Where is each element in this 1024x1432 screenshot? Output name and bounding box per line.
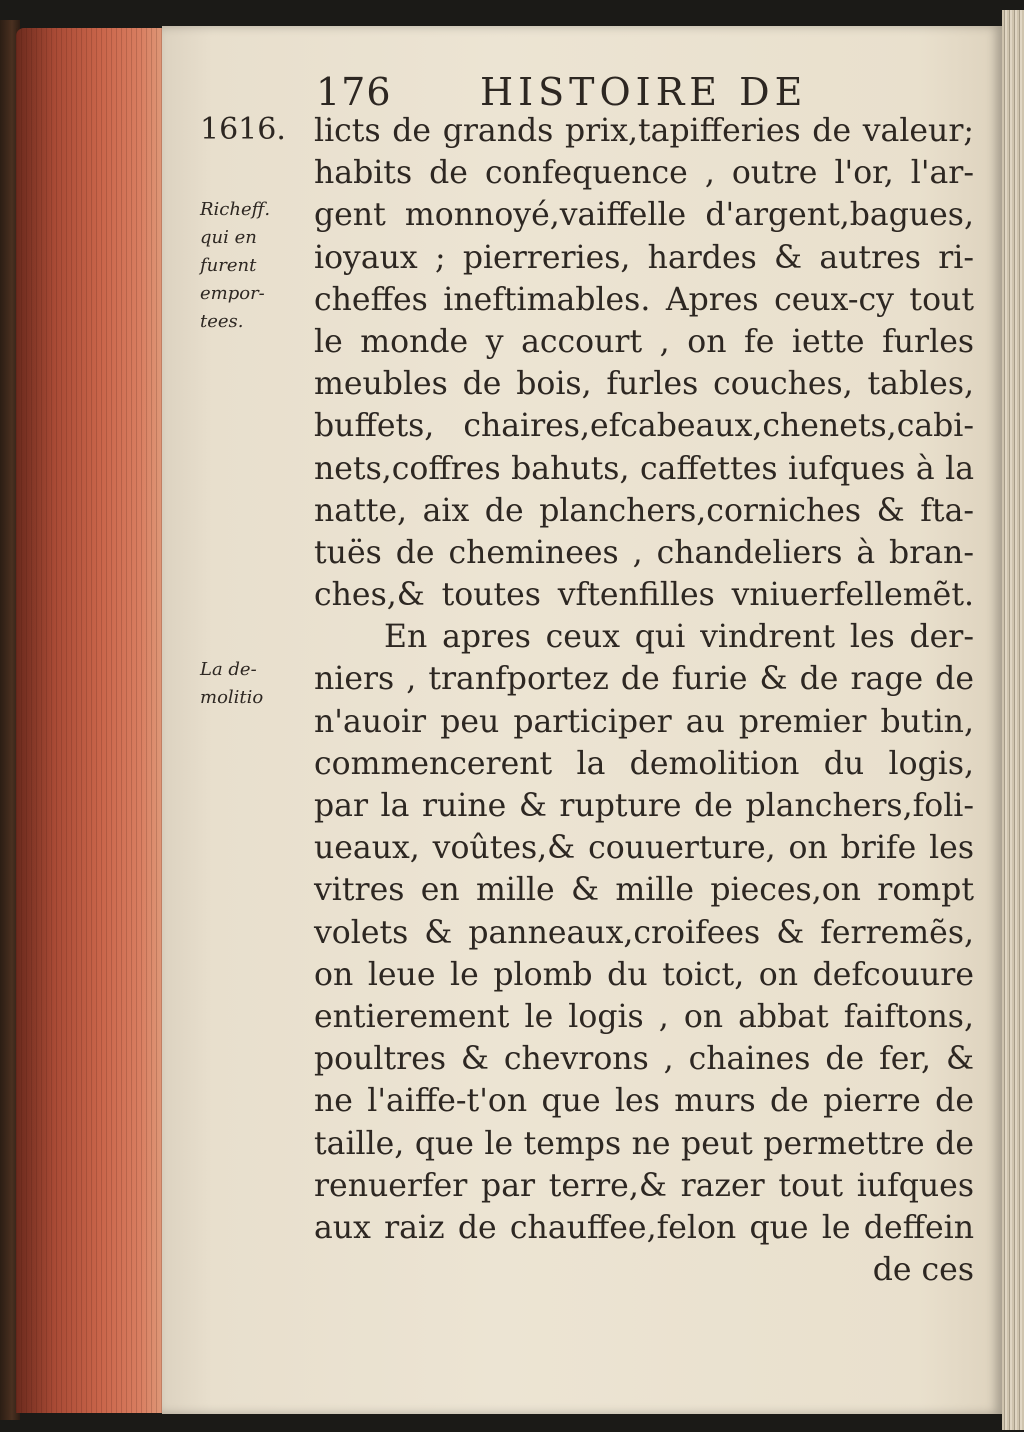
page-number: 176 bbox=[316, 70, 392, 114]
text-line: gent monnoyé,vaiffelle d'argent,bagues, bbox=[314, 197, 974, 234]
text-line: volets & panneaux,croifees & ferremẽs, bbox=[314, 914, 974, 951]
text-line: taille, que le temps ne peut permettre de bbox=[314, 1125, 974, 1162]
text-line: aux raiz de chauffee,felon que le deffein bbox=[314, 1209, 974, 1246]
margin-note-line: molitio bbox=[200, 687, 264, 708]
margin-note-demolition bbox=[200, 656, 263, 712]
margin-note-line: tees. bbox=[200, 311, 244, 332]
margin-year: 1616. bbox=[200, 112, 286, 147]
page-edges-red bbox=[16, 28, 170, 1413]
margin-note-line: qui en bbox=[200, 227, 257, 248]
text-line: habits de confequence , outre l'or, l'ar- bbox=[314, 155, 974, 192]
margin-note-line: empor- bbox=[200, 283, 265, 304]
text-line: entierement le logis , on abbat faiftons, bbox=[314, 998, 974, 1035]
catchword: de ces bbox=[872, 1252, 974, 1289]
text-line: on leue le plomb du toict, on defcouure bbox=[314, 956, 974, 993]
text-line: licts de grands prix,tapifferies de valeur; bbox=[314, 113, 974, 149]
text-line: ueaux, voûtes,& couuerture, on brife les bbox=[314, 830, 974, 867]
text-line: ches,& toutes vftenfilles vniuerfellemẽt. bbox=[314, 577, 974, 614]
running-title: HISTOIRE DE bbox=[480, 70, 808, 114]
text-line: niers , tranfportez de furie & de rage de bbox=[314, 661, 974, 698]
text-line: ne l'aiffe-t'on que les murs de pierre de bbox=[314, 1083, 974, 1120]
text-line: par la ruine & rupture de planchers,foli- bbox=[314, 788, 974, 824]
text-line: n'auoir peu participer au premier butin, bbox=[314, 703, 974, 740]
text-line: buffets, chaires,efcabeaux,chenets,cabi- bbox=[314, 408, 974, 445]
body-text bbox=[314, 110, 974, 1291]
page-edge-right bbox=[1002, 10, 1024, 1430]
text-line: tuës de cheminees , chandeliers à bran- bbox=[314, 534, 974, 571]
margin-note-richesses bbox=[200, 196, 270, 336]
text-line: vitres en mille & mille pieces,on rompt bbox=[314, 872, 974, 909]
margin-note-line: furent bbox=[200, 255, 257, 276]
text-line: natte, aix de planchers,corniches & fta- bbox=[314, 492, 974, 529]
margin-note-line: Richeff. bbox=[200, 199, 271, 220]
text-line: commencerent la demolition du logis, bbox=[314, 745, 974, 782]
text-line: le monde y accourt , on fe iette furles bbox=[314, 323, 974, 360]
text-line: renuerfer par terre,& razer tout iufques bbox=[314, 1167, 974, 1204]
text-line-paragraph-start: En apres ceux qui vindrent les der- bbox=[384, 619, 974, 656]
text-line: cheffes ineftimables. Apres ceux-cy tout bbox=[314, 281, 974, 318]
text-line: poultres & chevrons , chaines de fer, & bbox=[314, 1041, 974, 1078]
text-line: nets,coffres bahuts, caffettes iufques à la bbox=[314, 450, 974, 487]
text-line: meubles de bois, furles couches, tables, bbox=[314, 366, 974, 403]
margin-note-line: La de- bbox=[200, 659, 257, 680]
text-line: ioyaux ; pierreries, hardes & autres ri- bbox=[314, 239, 974, 276]
